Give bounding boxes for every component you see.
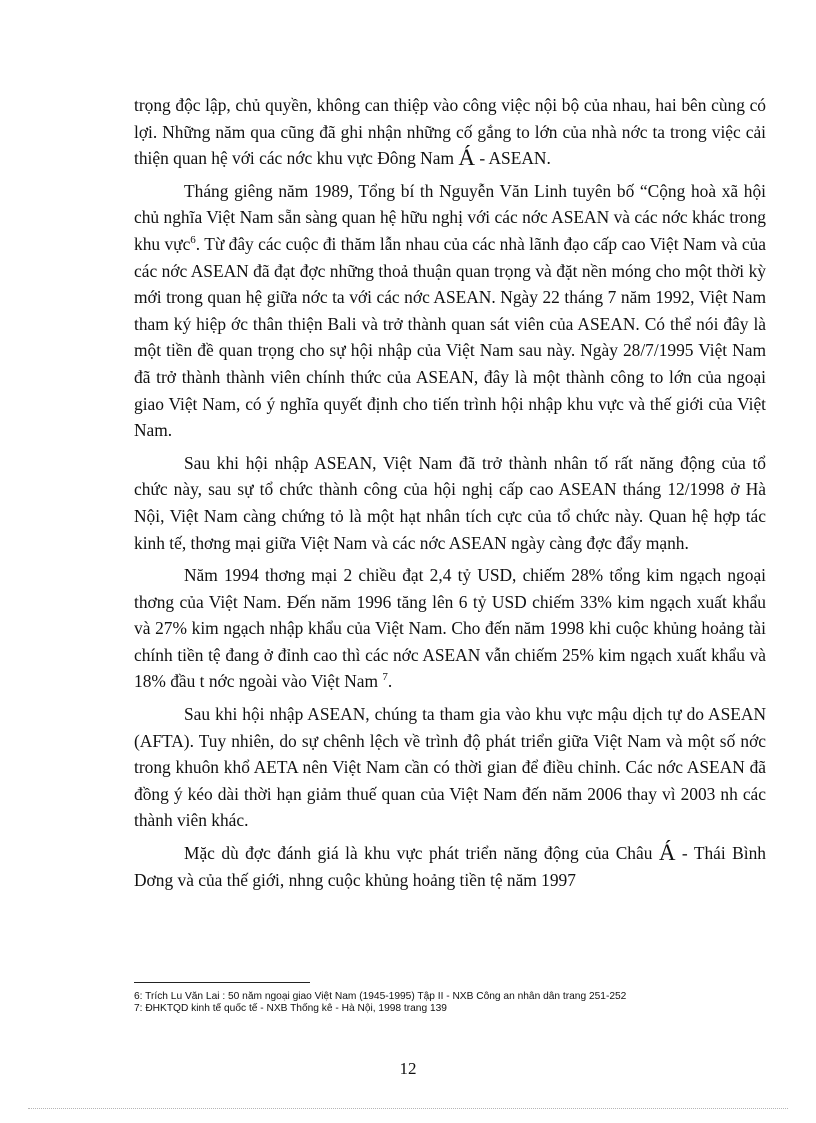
paragraph-4-period: .: [387, 671, 393, 692]
page-bottom-border: [28, 1108, 788, 1109]
paragraph-6-text-end: - Thái Bình Dơng và của thế giới, nhng cuộc khủng hoảng tiền tệ năm 1997: [134, 843, 766, 890]
paragraph-1-enlarged-letter: Á: [458, 145, 475, 171]
paragraph-6-enlarged-letter: Á: [658, 840, 676, 866]
paragraph-6-text-start: Mặc dù đợc đánh giá là khu vực phát triển năng động của Châu: [184, 843, 659, 864]
paragraph-3: [134, 450, 766, 556]
paragraph-5: [134, 701, 766, 834]
paragraph-2: [134, 178, 766, 444]
paragraph-1-text: trọng độc lập, chủ quyền, không can thiệp vào công việc nội bộ của nhau, hai bên cùng có lợi. Những năm qua cũng đã ghi nhận những cố gắng to lớn của nhà nớc ta trong việc cải thiện quan hệ với các nớc khu vực Đông Nam: [134, 95, 766, 169]
paragraph-1: [134, 92, 766, 172]
paragraph-6: [134, 840, 766, 893]
paragraph-3-text: Sau khi hội nhập ASEAN, Việt Nam đã trở thành nhân tố rất năng động của tổ chức này, sau sự tổ chức thành công của hội nghị cấp cao ASEAN tháng 12/1998 ở Hà Nội, Việt Nam càng chứng tỏ là một hạt nhân tích cực của tổ chức này. Quan hệ hợp tác kinh tế, thơng mại giữa Việt Nam và các nớc ASEAN ngày càng đợc đẩy mạnh.: [134, 452, 766, 553]
footnote-6: 6: Trích Lu Văn Lai : 50 năm ngoại giao Việt Nam (1945-1995) Tập II - NXB Công an nhân dân trang 251-252: [134, 991, 627, 1002]
paragraph-1-ending: - ASEAN.: [474, 148, 551, 169]
footnote-7: 7: ĐHKTQD kinh tế quốc tế - NXB Thống kê - Hà Nội, 1998 trang 139: [134, 1002, 447, 1014]
footnotes: [134, 991, 744, 1014]
page-number: 12: [399, 1059, 417, 1078]
footnote-separator: [134, 982, 310, 983]
footnote-reference-6: 6: [190, 234, 196, 247]
paragraph-2-text-end: . Từ đây các cuộc đi thăm lẫn nhau của các nhà lãnh đạo cấp cao Việt Nam và của các nớc ASEAN đã đạt đợc những thoả thuận quan trọng và đặt nền móng cho một thời kỳ mới trong quan hệ giữa nớc ta với các nớc ASEAN. Ngày 22 tháng 7 năm 1992, Việt Nam tham ký hiệp ớc thân thiện Bali và trở thành quan sát viên của ASEAN. Có thể nói đây là một tiền đề quan trọng cho sự hội nhập của Việt Nam sau này. Ngày 28/7/1995 Việt Nam đã trở thành thành viên chính thức của ASEAN, đây là một thành công to lớn của ngoại giao Việt Nam, có ý nghĩa quyết định cho tiến trình hội nhập khu vực và thế giới của Việt Nam.: [134, 233, 766, 441]
main-text: [134, 92, 766, 899]
paragraph-4-text: Năm 1994 thơng mại 2 chiều đạt 2,4 tỷ USD, chiếm 28% tổng kim ngạch ngoại thơng của Việt Nam. Đến năm 1996 tăng lên 6 tỷ USD chiếm 33% kim ngạch xuất khẩu và 27% kim ngạch nhập khẩu của Việt Nam. Cho đến năm 1998 khi cuộc khủng hoảng tài chính tiền tệ đang ở đỉnh cao thì các nớc ASEAN vẫn chiếm 25% kim ngạch xuất khẩu và 18% đầu t nớc ngoài vào Việt Nam: [134, 565, 766, 692]
paragraph-4: [134, 562, 766, 695]
footnote-reference-7: 7: [382, 671, 388, 684]
paragraph-2-text-start: Tháng giêng năm 1989, Tổng bí th Nguyễn Văn Linh tuyên bố “Cộng hoà xã hội chủ nghĩa Việt Nam sẵn sàng quan hệ hữu nghị với các nớc ASEAN và các nớc khác trong khu vực: [134, 180, 766, 254]
paragraph-5-text: Sau khi hội nhập ASEAN, chúng ta tham gia vào khu vực mậu dịch tự do ASEAN (AFTA). Tuy nhiên, do sự chênh lệch về trình độ phát triển giữa Việt Nam và một số nớc trong khuôn khổ AETA nên Việt Nam cần có thời gian để điều chỉnh. Các nớc ASEAN đã đồng ý kéo dài thời hạn giảm thuế quan của Việt Nam đến năm 2006 thay vì 2003 nh các thành viên khác.: [134, 704, 766, 831]
